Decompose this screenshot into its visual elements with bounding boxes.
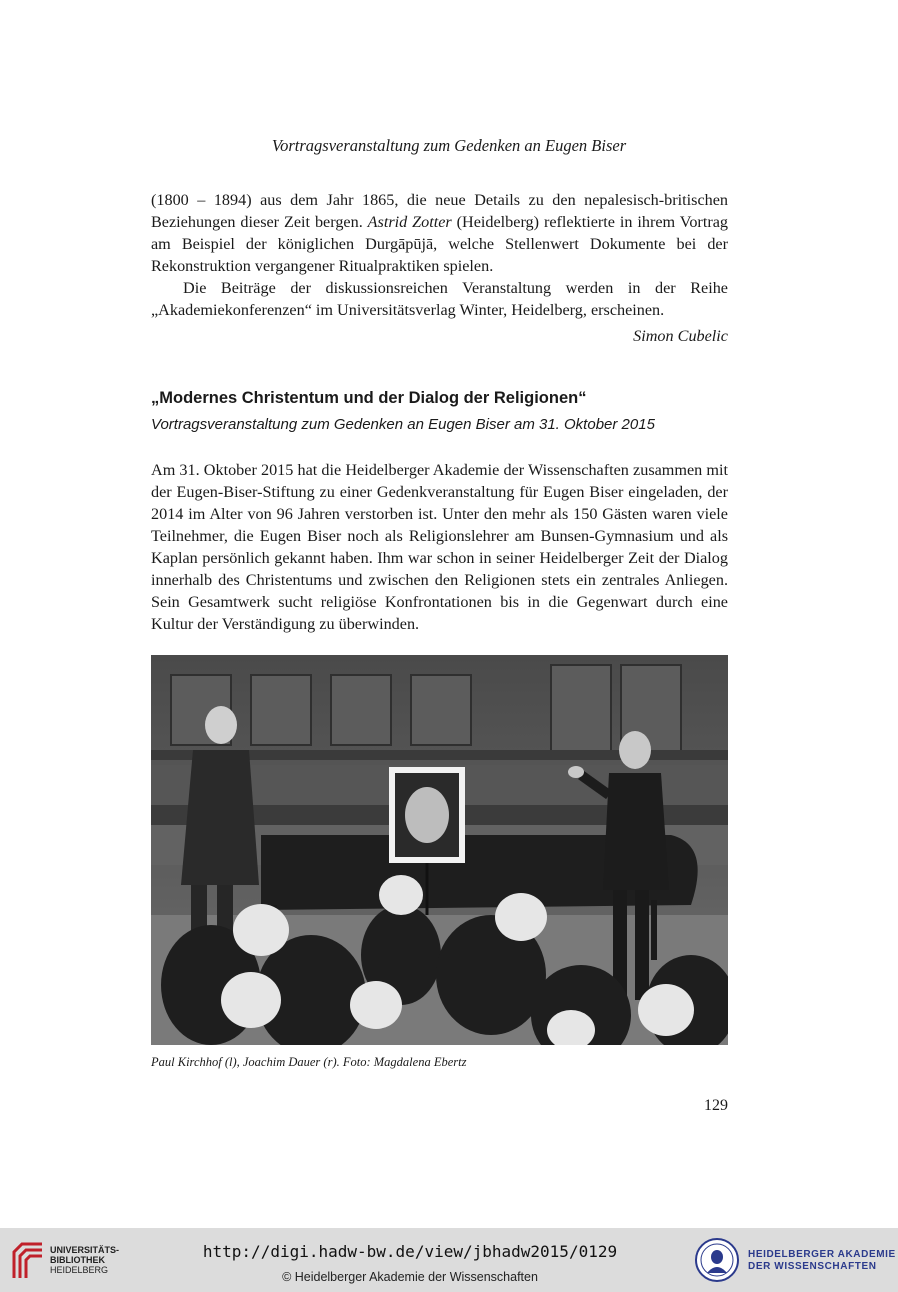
running-head: Vortragsveranstaltung zum Gedenken an Eugen Biser [271,136,627,155]
event-photo [151,655,728,1045]
photo-caption: Paul Kirchhof (l), Joachim Dauer (r). Foto: Magdalena Ebertz [151,1055,467,1069]
academy-seal-icon [694,1237,740,1283]
viewer-footer [0,1228,898,1292]
author-name-astrid-zotter: Astrid Zotter [367,213,452,231]
logo-line: UNIVERSITÄTS- [50,1245,120,1255]
section-title: „Modernes Christentum und der Dialog der Religionen“ [151,389,587,407]
university-library-logo[interactable] [10,1238,130,1282]
permalink-url[interactable]: http://digi.hadw-bw.de/view/jbhadw2015/0129 [202,1242,618,1261]
page-number: 129 [704,1097,728,1114]
text-run: (Heidelberg) reflektierte in ihrem Vortrag am Beispiel der königlichen Durgāpūjā, welche Stellenwert Dokumente bei der Rekonstruktion vergangener Ritualpraktiken spielen. [151,213,728,275]
logo-line: HEIDELBERG [50,1265,109,1275]
university-library-logo-text [50,1245,130,1275]
previous-section-paragraph-1 [151,189,728,277]
university-library-logo-icon [10,1238,46,1282]
text-run: (1800 – 1894) aus dem Jahr 1865, die neue Details zu den nepalesisch-britischen Beziehungen dieser Zeit bergen. [151,191,728,231]
logo-line: HEIDELBERGER AKADEMIE [748,1249,896,1260]
section-subtitle: Vortragsveranstaltung zum Gedenken an Eugen Biser am 31. Oktober 2015 [151,416,655,433]
article-author-signature: Simon Cubelic [633,327,728,345]
section-body [151,459,728,635]
copyright-notice: © Heidelberger Akademie der Wissenschaften [282,1270,538,1284]
previous-section-text [151,189,728,347]
academy-logo-text [748,1249,898,1273]
section-paragraph: Am 31. Oktober 2015 hat die Heidelberger Akademie der Wissenschaften zusammen mit der Eugen-Biser-Stiftung zu einer Gedenkveranstaltung für Eugen Biser eingeladen, der 2014 im Alter von 96 Jahren verstorben ist. Unter den mehr als 150 Gästen waren viele Teilnehmer, die Eugen Biser noch als Religionslehrer am Bunsen-Gymnasium und als Kaplan persönlich gekannt haben. Ihm war schon in seiner Heidelberger Zeit der Dialog innerhalb des Christentums und zwischen den Religionen stets ein zentrales Anliegen. Sein Gesamtwerk sucht religiöse Konfrontationen bis in die Gegenwart durch eine Kultur der Verständigung zu überwinden. [151,461,728,633]
academy-logo[interactable] [694,1237,894,1283]
event-photo-illustration [151,655,728,1045]
logo-line: BIBLIOTHEK [50,1255,105,1265]
logo-line: DER WISSENSCHAFTEN [748,1261,877,1272]
previous-section-paragraph-2: Die Beiträge der diskussionsreichen Veranstaltung werden in der Reihe „Akademiekonferenzen“ im Universitätsverlag Winter, Heidelberg, erscheinen. [151,279,728,319]
